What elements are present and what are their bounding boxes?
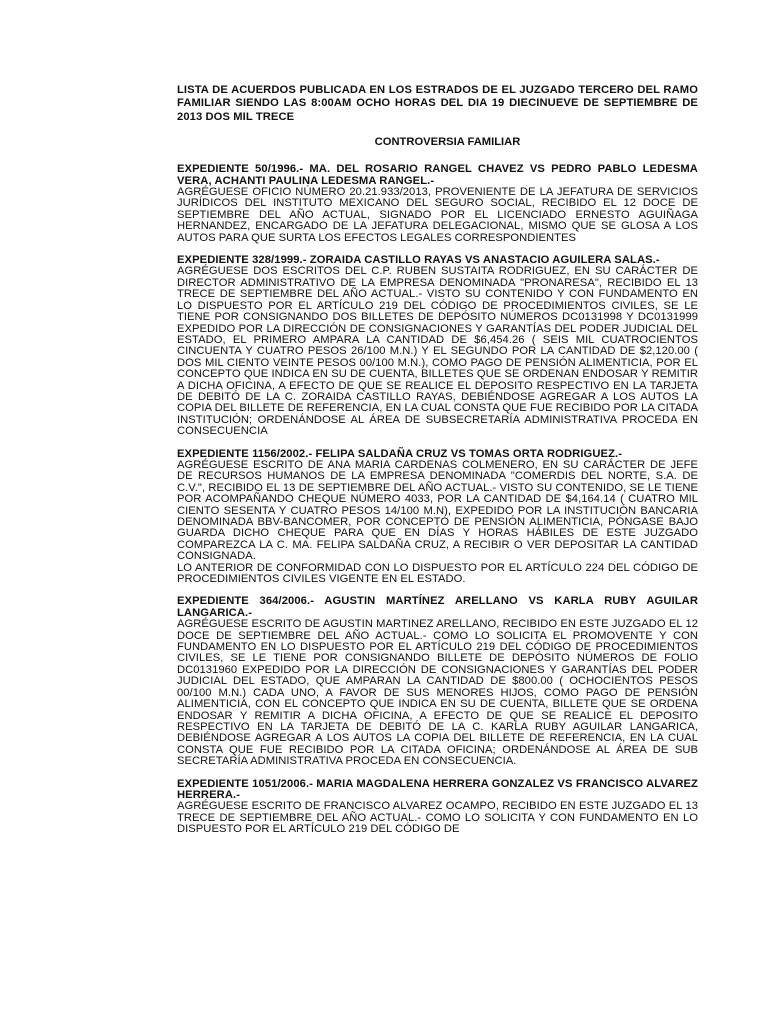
entry-title: EXPEDIENTE 328/1999.- ZORAIDA CASTILLO RAYAS VS ANASTACIO AGUILERA SALAS.- bbox=[177, 254, 660, 267]
entry-expediente bbox=[177, 449, 698, 586]
entry-body bbox=[177, 801, 698, 835]
entry-body bbox=[177, 460, 698, 585]
entry-expediente bbox=[177, 779, 698, 836]
entry-paragraph: AGRÉGUESE ESCRITO DE FRANCISCO ALVAREZ OCAMPO, RECIBIDO EN ESTE JUZGADO EL 13 TRECE DE SEPTIEMBRE DEL AÑO ACTUAL.- COMO LO SOLICITA Y CON FUNDAMENTO EN LO DISPUESTO POR EL ARTÍCULO 219 DEL CÓDIGO DE bbox=[177, 800, 698, 836]
entry-paragraph: AGRÉGUESE ESCRITO DE ANA MARIA CARDENAS COLMENERO, EN SU CARÁCTER DE JEFE DE RECURSOS HUMANOS DE LA EMPRESA DENOMINADA "COMERDIS DEL NORTE, S.A. DE C.V.", RECIBIDO EL 13 DE SEPTIEMBRE DEL AÑO ACTUAL.- VISTO SU CONTENIDO, SE LE TIENE POR ACOMPAÑANDO CHEQUE NÚMERO 4033, POR LA CANTIDAD DE $4,164.14 ( CUATRO MIL CIENTO SESENTA Y CUATRO PESOS 14/100 M.N), EXPEDIDO POR LA INSTITUCIÓN BANCARIA DENOMINADA BBV-BANCOMER, POR CONCEPTO DE PENSIÓN ALIMENTICIA, PÓNGASE BAJO GUARDA DICHO CHEQUE PARA QUE EN DÍAS Y HORAS HÁBILES DE ESTE JUZGADO COMPAREZCA LA C. MA. FELIPA SALDAÑA CRUZ, A RECIBIR O VER DEPOSITAR LA CANTIDAD CONSIGNADA. bbox=[177, 458, 698, 563]
entry-title: EXPEDIENTE 1051/2006.- MARIA MAGDALENA HERRERA GONZALEZ VS FRANCISCO ALVAREZ HERRERA.- bbox=[177, 777, 698, 801]
entry-paragraph: AGRÉGUESE ESCRITO DE AGUSTIN MARTINEZ ARELLANO, RECIBIDO EN ESTE JUZGADO EL 12 DOCE DE SEPTIEMBRE DEL AÑO ACTUAL.- COMO LO SOLICITA EL PROMOVENTE Y CON FUNDAMENTO EN LO DISPUESTO POR EL ARTÍCULO 219 DEL CÓDIGO DE PROCEDIMIENTOS CIVILES, SE LE TIENE POR CONSIGNANDO BILLETE DE DEPÓSITO NÚMEROS DE FOLIO DC0131960 EXPEDIDO POR LA DIRECCIÓN DE CONSIGNACIONES Y GARANTÍAS DEL PODER JUDICIAL DEL ESTADO, QUE AMPARAN LA CANTIDAD DE $800.00 ( OCHOCIENTOS PESOS 00/100 M.N.) CADA UNO, A FAVOR DE SUS MENORES HIJOS, COMO PAGO DE PENSIÓN ALIMENTICIA, CON EL CONCEPTO QUE INDICA EN SU DE CUENTA, BILLETE QUE SE ORDENA ENDOSAR Y REMITIR A DICHA OFICINA, A EFECTO DE QUE SE REALICE EL DEPOSITO RESPECTIVO EN LA TARJETA DE DEBITÓ DE LA C. KARLA RUBY AGUILAR LANGARICA, DEBIÉNDOSE AGREGAR A LOS AUTOS LA COPIA DEL BILLETE DE REFERENCIA, EN LA CUAL CONSTA QUE FUE RECIBIDO POR LA CITADA OFICINA; ORDENÁNDOSE AL ÁREA DE SUB SECRETARÍA ADMINISTRATIVA PROCEDA EN CONSECUENCIA. bbox=[177, 618, 698, 768]
entry-title: EXPEDIENTE 1156/2002.- FELIPA SALDAÑA CRUZ VS TOMAS ORTA RODRIGUEZ.- bbox=[177, 447, 623, 460]
entry-expediente bbox=[177, 255, 698, 438]
entry-body bbox=[177, 619, 698, 767]
document-header: LISTA DE ACUERDOS PUBLICADA EN LOS ESTRADOS DE EL JUZGADO TERCERO DEL RAMO FAMILIAR SIENDO LAS 8:00AM OCHO HORAS DEL DIA 19 DIECINUEVE DE SEPTIEMBRE DE 2013 DOS MIL TRECE bbox=[177, 84, 698, 123]
entry-title: EXPEDIENTE 364/2006.- AGUSTIN MARTÍNEZ ARELLANO VS KARLA RUBY AGUILAR LANGARICA.- bbox=[177, 595, 698, 619]
entry-body bbox=[177, 187, 698, 244]
entry-paragraph: AGRÉGUESE DOS ESCRITOS DEL C.P. RUBEN SUSTAITA RODRIGUEZ, EN SU CARÁCTER DE DIRECTOR ADMINISTRATIVO DE LA EMPRESA DENOMINADA "PRONARESA", RECIBIDO EL 13 TRECE DE SEPTIEMBRE DEL AÑO ACTUAL.- VISTO SU CONTENIDO Y CON FUNDAMENTO EN LO DISPUESTO POR EL ARTÍCULO 219 DEL CÓDIGO DE PROCEDIMIENTOS CIVILES, SE LE TIENE POR CONSIGNANDO DOS BILLETES DE DEPÓSITO NÚMEROS DC0131998 Y DC0131999 EXPEDIDO POR LA DIRECCIÓN DE CONSIGNACIONES Y GARANTÍAS DEL PODER JUDICIAL DEL ESTADO, EL PRIMERO AMPARA LA CANTIDAD DE $6,454.26 ( SEIS MIL CUATROCIENTOS CINCUENTA Y CUATRO PESOS 26/100 M.N.) Y EL SEGUNDO POR LA CANTIDAD DE $2,120.00 ( DOS MIL CIENTO VEINTE PESOS 00/100 M.N.), COMO PAGO DE PENSIÓN ALIMENTICIA, POR EL CONCEPTO QUE INDICA EN SU DE CUENTA, BILLETES QUE SE ORDENAN ENDOSAR Y REMITIR A DICHA OFICINA, A EFECTO DE QUE SE REALICE EL DEPOSITO RESPECTIVO EN LA TARJETA DE DEBITÓ DE LA C. ZORAIDA CASTILLO RAYAS, DEBIÉNDOSE AGREGAR A LOS AUTOS LA COPIA DEL BILLETE DE REFERENCIA, EN LA CUAL CONSTA QUE FUE RECIBIDO POR LA CITADA INSTITUCIÓN; ORDENÁNDOSE AL ÁREA DE SUBSECRETARÍA ADMINISTRATIVA PROCEDA EN CONSECUENCIA bbox=[177, 265, 698, 438]
entry-paragraph: LO ANTERIOR DE CONFORMIDAD CON LO DISPUESTO POR EL ARTÍCULO 224 DEL CÓDIGO DE PROCEDIMIENTOS CIVILES VIGENTE EN EL ESTADO. bbox=[177, 561, 698, 586]
entry-title: EXPEDIENTE 50/1996.- MA. DEL ROSARIO RANGEL CHAVEZ VS PEDRO PABLO LEDESMA VERA, ACHANTI PAULINA LEDESMA RANGEL.- bbox=[177, 163, 698, 187]
section-title: CONTROVERSIA FAMILIAR bbox=[374, 136, 521, 149]
entry-paragraph: AGRÉGUESE OFICIO NÚMERO 20.21.933/2013, PROVENIENTE DE LA JEFATURA DE SERVICIOS JURÍDICOS DEL INSTITUTO MEXICANO DEL SEGURO SOCIAL, RECIBIDO EL 12 DOCE DE SEPTIEMBRE DEL AÑO ACTUAL, SIGNADO POR EL LICENCIADO ERNESTO AGUIÑAGA HERNANDEZ, ENCARGADO DE LA JEFATURA DELEGACIONAL, MISMO QUE SE GLOSA A LOS AUTOS PARA QUE SURTA LOS EFECTOS LEGALES CORRESPONDIENTES bbox=[177, 186, 698, 244]
entry-expediente bbox=[177, 596, 698, 767]
entry-body bbox=[177, 266, 698, 437]
entry-expediente bbox=[177, 164, 698, 244]
